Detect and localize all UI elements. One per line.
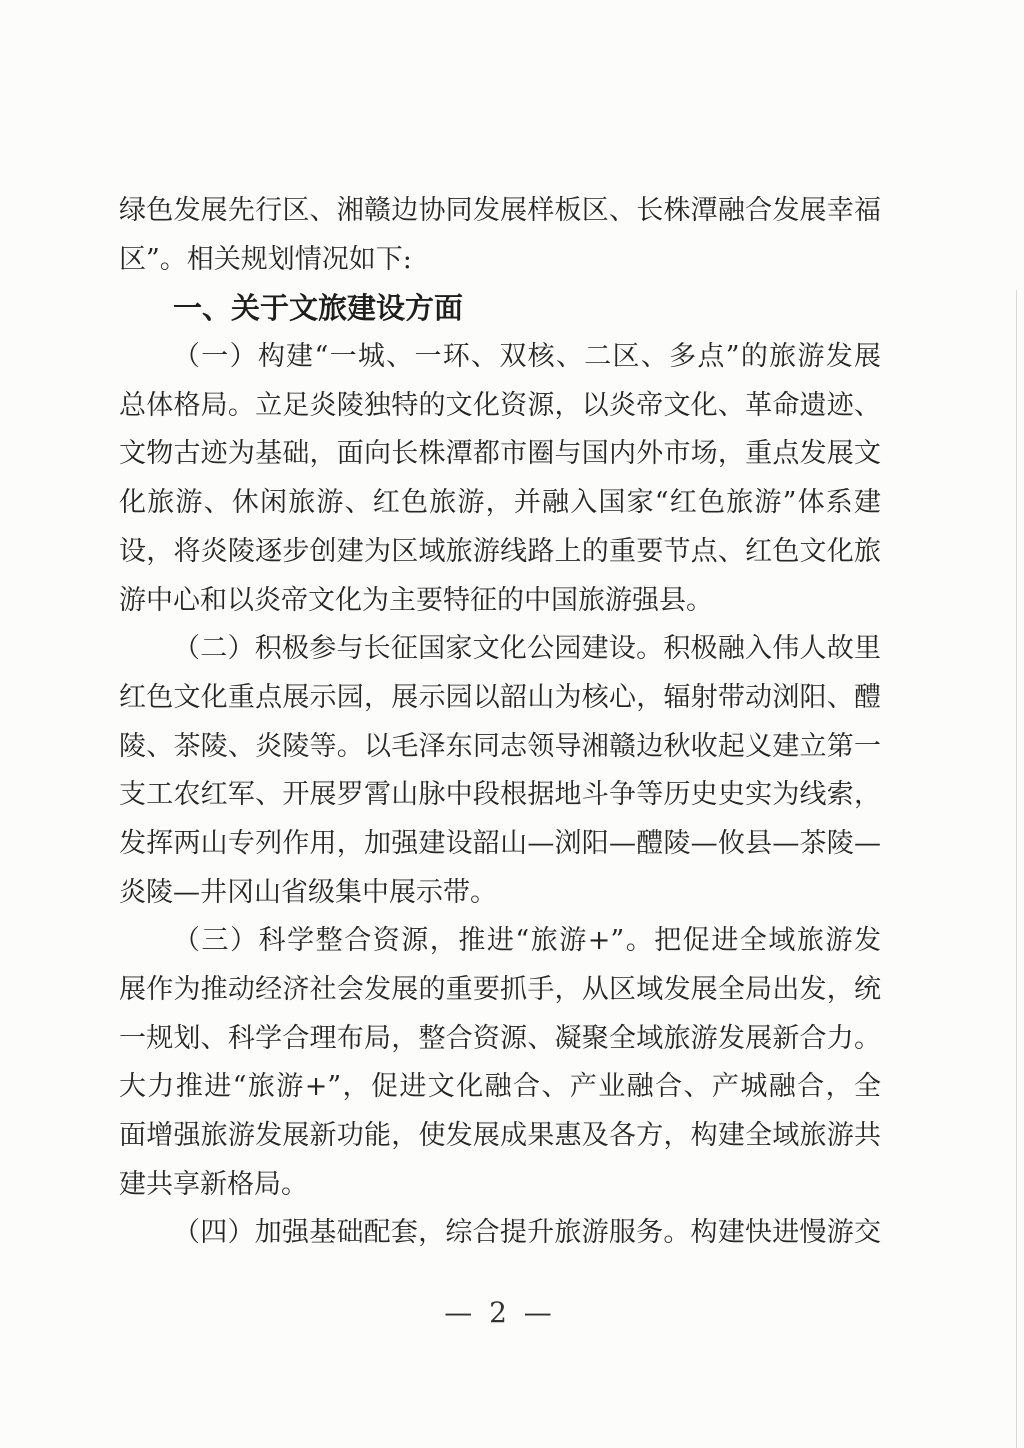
text-line: （四）加强基础配套，综合提升旅游服务。构建快进慢游交 bbox=[173, 1217, 881, 1249]
text-line: 红色文化重点展示园，展示园以韶山为核心，辐射带动浏阳、醴 bbox=[119, 681, 881, 713]
section-heading: 一、关于文旅建设方面 bbox=[173, 291, 464, 326]
text-line: 游中心和以炎帝文化为主要特征的中国旅游强县。 bbox=[119, 584, 713, 616]
document-text-block bbox=[119, 187, 881, 1258]
text-line: 发挥两山专列作用，加强建设韶山—浏阳—醴陵—攸县—茶陵— bbox=[119, 827, 881, 859]
text-line: （三）科学整合资源，推进“旅游+”。把促进全域旅游发 bbox=[173, 925, 881, 957]
text-line: 一规划、科学合理布局，整合资源、凝聚全域旅游发展新合力。 bbox=[119, 1022, 881, 1054]
text-line: 化旅游、休闲旅游、红色旅游，并融入国家“红色旅游”体系建 bbox=[119, 487, 881, 519]
text-line: （一）构建“一城、一环、双核、二区、多点”的旅游发展 bbox=[173, 341, 881, 373]
text-line: 支工农红军、开展罗霄山脉中段根据地斗争等历史史实为线索， bbox=[119, 779, 881, 811]
text-line: 设，将炎陵逐步创建为区域旅游线路上的重要节点、红色文化旅 bbox=[119, 535, 881, 567]
page-number: — 2 — bbox=[444, 1296, 556, 1329]
text-line: 大力推进“旅游+”，促进文化融合、产业融合、产城融合，全 bbox=[119, 1071, 881, 1103]
text-line: 面增强旅游发展新功能，使发展成果惠及各方，构建全域旅游共 bbox=[119, 1120, 881, 1152]
text-line: 展作为推动经济社会发展的重要抓手，从区域发展全局出发，统 bbox=[119, 974, 881, 1005]
text-line: 文物古迹为基础，面向长株潭都市圈与国内外市场，重点发展文 bbox=[119, 438, 881, 470]
text-line: 总体格局。立足炎陵独特的文化资源，以炎帝文化、革命遗迹、 bbox=[119, 389, 881, 421]
text-line: 区”。相关规划情况如下: bbox=[119, 243, 412, 275]
text-line: 陵、茶陵、炎陵等。以毛泽东同志领导湘赣边秋收起义建立第一 bbox=[119, 730, 881, 762]
text-line: 绿色发展先行区、湘赣边协同发展样板区、长株潭融合发展幸福 bbox=[119, 195, 881, 226]
text-line: （二）积极参与长征国家文化公园建设。积极融入伟人故里 bbox=[173, 633, 881, 665]
text-line: 炎陵—井冈山省级集中展示带。 bbox=[119, 876, 497, 908]
text-line: 建共享新格局。 bbox=[119, 1168, 308, 1200]
scan-edge-line bbox=[1016, 290, 1017, 1448]
